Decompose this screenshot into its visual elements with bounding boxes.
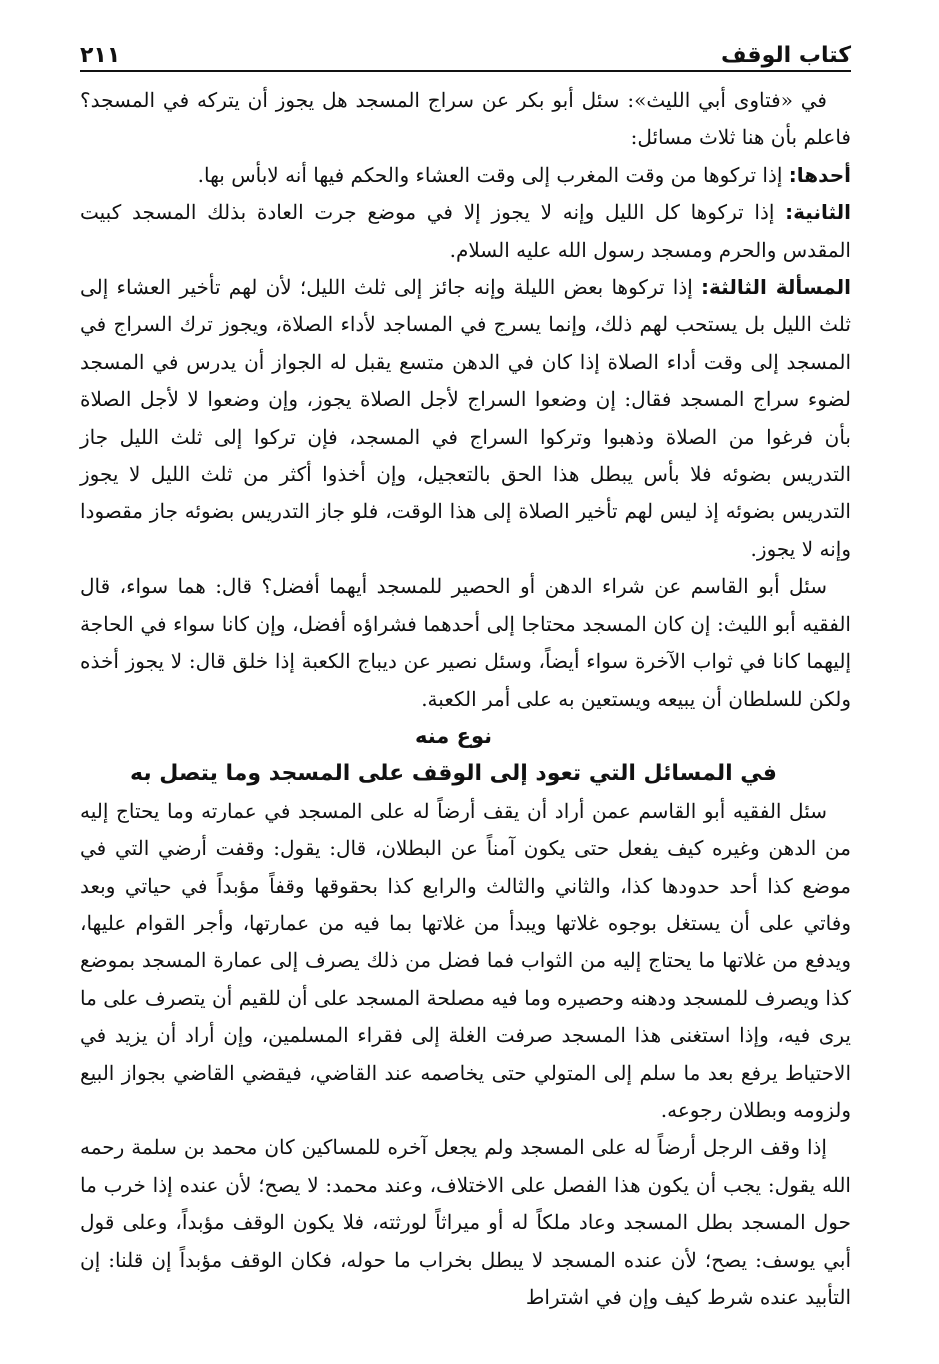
- paragraph: [80, 568, 851, 718]
- page-body: [80, 82, 851, 1316]
- paragraph-text: إذا وقف الرجل أرضاً له على المسجد ولم يجعل آخره للمساكين كان محمد بن سلمة رحمه الله يقول: يجب أن يكون هذا الفصل على الاختلاف، وعند محمد: لا يصح؛ لأن عنده إذا خرب ما حول المسجد بطل المسجد وعاد ملكاً له أو ميراثاً لورثته، فلا يكون الوقف مؤبداً، وعلى قول أبي يوسف: يصح؛ لأن عنده المسجد لا يبطل بخراب ما حوله، فكان الوقف مؤبداً إن قلنا: إن التأبيد عنده شرط كيف وإن في اشتراط: [80, 1135, 851, 1309]
- paragraph-text: سئل الفقيه أبو القاسم عمن أراد أن يقف أرضاً له على المسجد في عمارته وما يحتاج إليه من الدهن وغيره كيف يفعل حتى يكون آمناً عن البطلان، قال: يقول: وقفت أرضي التي في موضع كذا أحد حدودها كذا، والثاني والثالث والرابع كذا بحقوقها وقفاً مؤبداً في حياتي وبعد وفاتي على أن يستغل بوجوه غلاتها ويبدأ من غلاتها بما فيه من عمارتها، وأجر القوام عليها، ويدفع من غلاتها ما يحتاج إليه من الثواب فما فضل من ذلك يصرف إلى عمارة المسجد بموضع كذا ويصرف للمسجد ودهنه وحصيره وما فيه مصلحة المسجد على أن للقيم أن يتصرف على ما يرى فيه، وإذا استغنى هذا المسجد صرفت الغلة إلى فقراء المسلمين، وإن أراد أن يزيد في الاحتياط يرفع بعد ما سلم إلى المتولي حتى يخاصمه عند القاضي، فيقضي القاضي بجواز البيع ولزومه وبطلان رجوعه.: [80, 798, 851, 1122]
- issue-label: الثانية:: [785, 200, 851, 225]
- paragraph-text: إذا تركوها من وقت المغرب إلى وقت العشاء والحكم فيها أنه لابأس بها.: [197, 162, 789, 187]
- issue-label: أحدها:: [788, 162, 851, 187]
- paragraph-text: إذا تركوها كل الليل وإنه لا يجوز إلا في موضع جرت العادة بذلك المسجد كبيت المقدس والحرم ومسجد رسول الله عليه السلام.: [80, 200, 851, 262]
- section-subheading: في المسائل التي تعود إلى الوقف على المسجد وما يتصل به: [130, 761, 777, 787]
- paragraph: [80, 157, 851, 194]
- section-heading: نوع منه: [414, 723, 493, 748]
- paragraph: [80, 82, 851, 157]
- paragraph-text: في «فتاوى أبي الليث»: سئل أبو بكر عن سراج المسجد هل يجوز أن يتركه في المسجد؟ فاعلم بأن هنا ثلاث مسائل:: [80, 88, 851, 150]
- header-rule: [80, 70, 851, 72]
- running-header: [80, 30, 851, 68]
- paragraph-text: سئل أبو القاسم عن شراء الدهن أو الحصير للمسجد أيهما أفضل؟ قال: هما سواء، قال الفقيه أبو الليث: إن كان المسجد محتاجا إلى أحدهما فشراؤه أفضل، وإن كانا سواء في الحاجة إليهما كانا في ثواب الآخرة سواء أيضاً، وسئل نصير عن ديباج الكعبة إذا خلق قال: لا يجوز أخذه ولكن للسلطان أن يبيعه ويستعين به على أمر الكعبة.: [80, 574, 851, 711]
- paragraph: [80, 269, 851, 568]
- paragraph: [80, 793, 851, 1130]
- issue-label: المسألة الثالثة:: [701, 275, 851, 300]
- page-number: ٢١١: [80, 43, 121, 68]
- paragraph-text: إذا تركوها بعض الليلة وإنه جائز إلى ثلث الليل؛ لأن لهم تأخير العشاء إلى ثلث الليل بل يستحب لهم ذلك، وإنما يسرج في المساجد لأداء الصلاة، ويجوز ترك السراج في المسجد إلى وقت أداء الصلاة إذا كان في الدهن متسع يقبل له الجواز أن يدرس في المسجد لضوء سراج المسجد فقال: إن وضعوا السراج لأجل الصلاة يجوز، وإن وضعوا لا لأجل الصلاة بأن فرغوا من الصلاة وذهبوا وتركوا السراج في المسجد، فإن تركوا إلى ثلث الليل جاز التدريس بضوئه فلا بأس يبطل هذا الحق بالتعجيل، وإن أخذوا أكثر من ثلث الليل لا يجوز التدريس بضوئه إذ ليس لهم تأخير الصلاة إلى هذا الوقت، فلو جاز التدريس بضوئه جاز مقصودا وإنه لا يجوز.: [80, 275, 851, 561]
- book-title: كتاب الوقف: [720, 43, 851, 68]
- paragraph: [80, 1129, 851, 1316]
- paragraph: [80, 194, 851, 269]
